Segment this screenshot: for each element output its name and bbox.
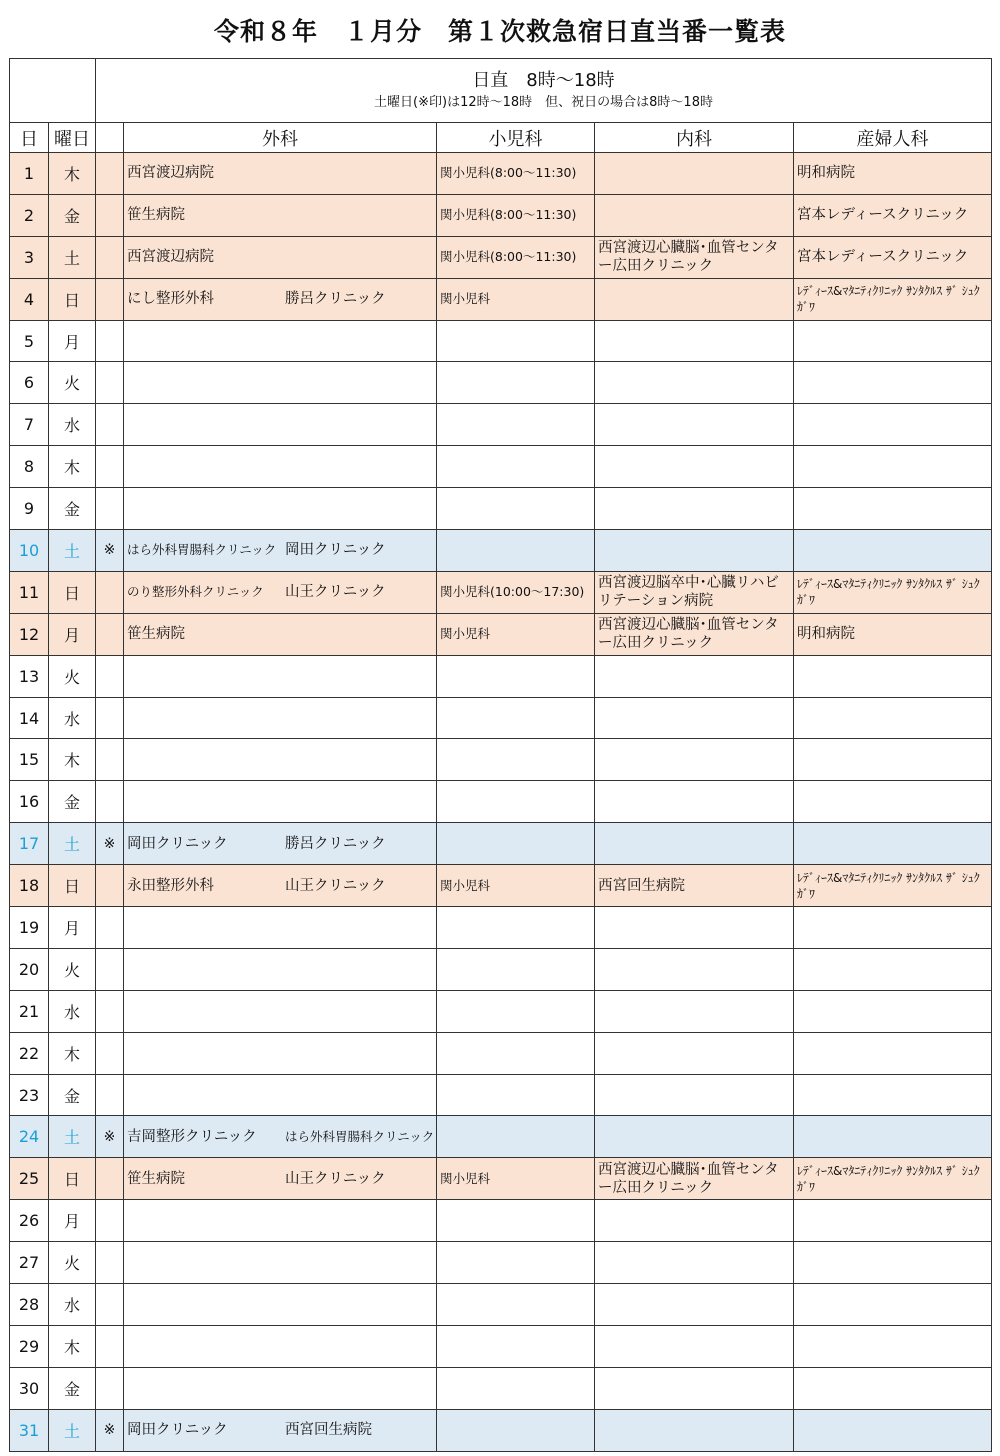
internal-cell (595, 823, 794, 865)
day-number: 3 (10, 236, 49, 278)
weekday: 木 (49, 446, 96, 488)
saturday-mark (96, 739, 124, 781)
obgyn-cell (794, 781, 992, 823)
internal-cell (595, 907, 794, 949)
weekday: 水 (49, 697, 96, 739)
pediatrics-cell (437, 1200, 595, 1242)
saturday-mark (96, 613, 124, 655)
day-number: 8 (10, 446, 49, 488)
surgery-cell (124, 446, 437, 488)
surgery-clinic-1: はら外科胃腸科クリニック (127, 542, 277, 558)
obgyn-cell (794, 739, 992, 781)
table-row (10, 948, 992, 990)
pediatrics-cell (437, 320, 595, 362)
internal-cell (595, 1367, 794, 1409)
day-number: 27 (10, 1242, 49, 1284)
table-row (10, 1074, 992, 1116)
internal-cell: 西宮渡辺心臓脳･血管センター広田クリニック (595, 236, 794, 278)
day-number: 17 (10, 823, 49, 865)
weekday: 木 (49, 153, 96, 195)
surgery-cell (124, 697, 437, 739)
pediatrics-cell: 関小児科 (437, 1158, 595, 1200)
obgyn-cell: ﾚﾃﾞｨｰｽ&ﾏﾀﾆﾃｨｸﾘﾆｯｸ ｻﾝﾀｸﾙｽ ｻﾞ ｼｭｸｶﾞﾜ (794, 1158, 992, 1200)
weekday: 土 (49, 236, 96, 278)
internal-cell: 西宮渡辺心臓脳･血管センター広田クリニック (595, 1158, 794, 1200)
surgery-cell (124, 865, 437, 907)
surgery-cell (124, 530, 437, 572)
pediatrics-cell (437, 1325, 595, 1367)
internal-cell (595, 1242, 794, 1284)
col-header-surgery: 外科 (124, 123, 437, 153)
surgery-cell (124, 990, 437, 1032)
duty-schedule-table (9, 58, 992, 1452)
pediatrics-cell (437, 1367, 595, 1409)
day-number: 24 (10, 1116, 49, 1158)
obgyn-cell (794, 1116, 992, 1158)
surgery-cell (124, 1409, 437, 1451)
surgery-cell (124, 404, 437, 446)
surgery-clinic-2: 岡田クリニック (285, 542, 386, 559)
surgery-cell (124, 739, 437, 781)
weekday: 日 (49, 865, 96, 907)
surgery-cell (124, 823, 437, 865)
surgery-clinic-1: 笹生病院 (127, 626, 185, 643)
day-number: 12 (10, 613, 49, 655)
obgyn-cell (794, 530, 992, 572)
surgery-clinic-1: 岡田クリニック (127, 835, 228, 852)
day-number: 28 (10, 1284, 49, 1326)
internal-cell (595, 697, 794, 739)
day-number: 29 (10, 1325, 49, 1367)
day-number: 16 (10, 781, 49, 823)
obgyn-cell (794, 1284, 992, 1326)
day-number: 2 (10, 194, 49, 236)
table-row (10, 320, 992, 362)
internal-cell: 西宮渡辺心臓脳･血管センター広田クリニック (595, 613, 794, 655)
obgyn-cell (794, 488, 992, 530)
pediatrics-cell: 関小児科(8:00～11:30) (437, 236, 595, 278)
surgery-clinic-1: 笹生病院 (127, 1170, 185, 1187)
surgery-cell (124, 194, 437, 236)
table-row (10, 613, 992, 655)
surgery-clinic-2: 山王クリニック (285, 584, 386, 601)
obgyn-cell (794, 907, 992, 949)
internal-cell (595, 446, 794, 488)
obgyn-cell (794, 655, 992, 697)
obgyn-cell: ﾚﾃﾞｨｰｽ&ﾏﾀﾆﾃｨｸﾘﾆｯｸ ｻﾝﾀｸﾙｽ ｻﾞ ｼｭｸｶﾞﾜ (794, 571, 992, 613)
saturday-mark: ※ (96, 1409, 124, 1451)
surgery-cell (124, 362, 437, 404)
internal-cell (595, 739, 794, 781)
saturday-mark (96, 865, 124, 907)
weekday: 火 (49, 655, 96, 697)
surgery-clinic-2: はら外科胃腸科クリニック (285, 1128, 435, 1144)
surgery-clinic-2: 山王クリニック (285, 1170, 386, 1187)
weekday: 月 (49, 613, 96, 655)
pediatrics-cell (437, 907, 595, 949)
surgery-cell (124, 781, 437, 823)
pediatrics-cell (437, 488, 595, 530)
saturday-mark (96, 948, 124, 990)
surgery-cell (124, 948, 437, 990)
surgery-clinic-2: 勝呂クリニック (285, 835, 386, 852)
weekday: 土 (49, 1409, 96, 1451)
header-row-columns (10, 123, 992, 153)
saturday-mark (96, 697, 124, 739)
pediatrics-cell (437, 404, 595, 446)
weekday: 土 (49, 1116, 96, 1158)
surgery-cell (124, 278, 437, 320)
surgery-cell (124, 1116, 437, 1158)
table-row (10, 362, 992, 404)
saturday-mark (96, 446, 124, 488)
internal-cell: 西宮回生病院 (595, 865, 794, 907)
table-row (10, 865, 992, 907)
table-row (10, 907, 992, 949)
pediatrics-cell (437, 1032, 595, 1074)
saturday-mark (96, 655, 124, 697)
pediatrics-cell (437, 781, 595, 823)
pediatrics-cell (437, 823, 595, 865)
surgery-cell (124, 488, 437, 530)
day-number: 22 (10, 1032, 49, 1074)
surgery-clinic-1: 岡田クリニック (127, 1422, 228, 1439)
surgery-clinic-1: 西宮渡辺病院 (127, 165, 214, 182)
weekday: 木 (49, 1325, 96, 1367)
obgyn-cell (794, 990, 992, 1032)
day-number: 21 (10, 990, 49, 1032)
table-row (10, 823, 992, 865)
surgery-cell (124, 1284, 437, 1326)
obgyn-cell: 明和病院 (794, 153, 992, 195)
pediatrics-cell (437, 655, 595, 697)
obgyn-cell: ﾚﾃﾞｨｰｽ&ﾏﾀﾆﾃｨｸﾘﾆｯｸ ｻﾝﾀｸﾙｽ ｻﾞ ｼｭｸｶﾞﾜ (794, 865, 992, 907)
day-number: 4 (10, 278, 49, 320)
pediatrics-cell (437, 1284, 595, 1326)
weekday: 月 (49, 907, 96, 949)
saturday-mark: ※ (96, 530, 124, 572)
surgery-cell (124, 320, 437, 362)
table-row (10, 1325, 992, 1367)
day-number: 20 (10, 948, 49, 990)
internal-cell: 西宮渡辺脳卒中･心臓リハビリテーション病院 (595, 571, 794, 613)
saturday-mark (96, 1032, 124, 1074)
pediatrics-cell (437, 1409, 595, 1451)
table-row (10, 1242, 992, 1284)
obgyn-cell (794, 948, 992, 990)
weekday: 火 (49, 1242, 96, 1284)
saturday-mark (96, 362, 124, 404)
table-row (10, 990, 992, 1032)
day-number: 26 (10, 1200, 49, 1242)
header-blank-cell (10, 59, 96, 123)
col-header-mark (96, 123, 124, 153)
saturday-mark (96, 194, 124, 236)
saturday-mark (96, 488, 124, 530)
table-row (10, 655, 992, 697)
day-number: 13 (10, 655, 49, 697)
pediatrics-cell (437, 446, 595, 488)
saturday-mark (96, 781, 124, 823)
saturday-mark (96, 907, 124, 949)
weekday: 木 (49, 1032, 96, 1074)
table-row (10, 404, 992, 446)
internal-cell (595, 781, 794, 823)
obgyn-cell (794, 446, 992, 488)
weekday: 水 (49, 404, 96, 446)
internal-cell (595, 1325, 794, 1367)
pediatrics-cell: 関小児科 (437, 278, 595, 320)
day-number: 5 (10, 320, 49, 362)
saturday-mark (96, 1284, 124, 1326)
internal-cell (595, 404, 794, 446)
surgery-clinic-1: にし整形外科 (127, 291, 214, 308)
internal-cell (595, 1074, 794, 1116)
weekday: 金 (49, 194, 96, 236)
obgyn-cell (794, 404, 992, 446)
internal-cell (595, 153, 794, 195)
saturday-mark: ※ (96, 1116, 124, 1158)
internal-cell (595, 362, 794, 404)
internal-cell (595, 1284, 794, 1326)
weekday: 日 (49, 571, 96, 613)
col-header-weekday: 曜日 (49, 123, 96, 153)
header-hours-line1: 日直 8時～18時 (472, 69, 615, 91)
surgery-clinic-1: 笹生病院 (127, 207, 185, 224)
pediatrics-cell (437, 697, 595, 739)
day-number: 23 (10, 1074, 49, 1116)
internal-cell (595, 488, 794, 530)
pediatrics-cell (437, 990, 595, 1032)
weekday: 日 (49, 1158, 96, 1200)
surgery-clinic-1: のり整形外科クリニック (127, 584, 264, 600)
day-number: 1 (10, 153, 49, 195)
saturday-mark (96, 1242, 124, 1284)
internal-cell (595, 194, 794, 236)
saturday-mark (96, 1325, 124, 1367)
table-row (10, 488, 992, 530)
weekday: 月 (49, 320, 96, 362)
weekday: 日 (49, 278, 96, 320)
day-number: 31 (10, 1409, 49, 1451)
pediatrics-cell: 関小児科 (437, 865, 595, 907)
pediatrics-cell (437, 1116, 595, 1158)
weekday: 月 (49, 1200, 96, 1242)
day-number: 9 (10, 488, 49, 530)
table-row (10, 278, 992, 320)
weekday: 火 (49, 948, 96, 990)
surgery-clinic-1: 西宮渡辺病院 (127, 249, 214, 266)
day-number: 30 (10, 1367, 49, 1409)
weekday: 金 (49, 1074, 96, 1116)
surgery-cell (124, 1325, 437, 1367)
obgyn-cell: 明和病院 (794, 613, 992, 655)
col-header-obgyn: 産婦人科 (794, 123, 992, 153)
internal-cell (595, 1409, 794, 1451)
day-number: 19 (10, 907, 49, 949)
weekday: 金 (49, 1367, 96, 1409)
internal-cell (595, 278, 794, 320)
saturday-mark (96, 236, 124, 278)
saturday-mark: ※ (96, 823, 124, 865)
obgyn-cell (794, 362, 992, 404)
day-number: 15 (10, 739, 49, 781)
pediatrics-cell: 関小児科(10:00～17:30) (437, 571, 595, 613)
table-row (10, 194, 992, 236)
day-number: 6 (10, 362, 49, 404)
saturday-mark (96, 990, 124, 1032)
header-hours-cell (96, 59, 992, 123)
surgery-cell (124, 1158, 437, 1200)
surgery-clinic-2: 勝呂クリニック (285, 291, 386, 308)
header-row-hours (10, 59, 992, 123)
obgyn-cell (794, 823, 992, 865)
saturday-mark (96, 404, 124, 446)
pediatrics-cell: 関小児科(8:00～11:30) (437, 194, 595, 236)
surgery-clinic-2: 山王クリニック (285, 877, 386, 894)
day-number: 7 (10, 404, 49, 446)
obgyn-cell (794, 697, 992, 739)
weekday: 金 (49, 488, 96, 530)
surgery-cell (124, 1367, 437, 1409)
obgyn-cell: 宮本レディースクリニック (794, 194, 992, 236)
surgery-clinic-1: 永田整形外科 (127, 877, 214, 894)
table-row (10, 697, 992, 739)
internal-cell (595, 1032, 794, 1074)
internal-cell (595, 1116, 794, 1158)
saturday-mark (96, 153, 124, 195)
obgyn-cell (794, 1409, 992, 1451)
surgery-clinic-1: 吉岡整形クリニック (127, 1128, 257, 1145)
pediatrics-cell: 関小児科(8:00～11:30) (437, 153, 595, 195)
internal-cell (595, 320, 794, 362)
table-row (10, 236, 992, 278)
table-row (10, 571, 992, 613)
saturday-mark (96, 1367, 124, 1409)
table-row (10, 1200, 992, 1242)
saturday-mark (96, 1200, 124, 1242)
table-row (10, 1032, 992, 1074)
obgyn-cell: ﾚﾃﾞｨｰｽ&ﾏﾀﾆﾃｨｸﾘﾆｯｸ ｻﾝﾀｸﾙｽ ｻﾞ ｼｭｸｶﾞﾜ (794, 278, 992, 320)
day-number: 10 (10, 530, 49, 572)
pediatrics-cell (437, 530, 595, 572)
obgyn-cell (794, 320, 992, 362)
col-header-day: 日 (10, 123, 49, 153)
surgery-cell (124, 907, 437, 949)
col-header-pediatrics: 小児科 (437, 123, 595, 153)
obgyn-cell (794, 1242, 992, 1284)
weekday: 土 (49, 823, 96, 865)
surgery-cell (124, 1032, 437, 1074)
surgery-cell (124, 153, 437, 195)
table-row (10, 1284, 992, 1326)
surgery-cell (124, 571, 437, 613)
obgyn-cell (794, 1367, 992, 1409)
internal-cell (595, 530, 794, 572)
saturday-mark (96, 1158, 124, 1200)
weekday: 木 (49, 739, 96, 781)
surgery-cell (124, 1200, 437, 1242)
obgyn-cell (794, 1200, 992, 1242)
surgery-cell (124, 655, 437, 697)
table-row (10, 781, 992, 823)
table-row (10, 1158, 992, 1200)
saturday-mark (96, 571, 124, 613)
surgery-clinic-2: 西宮回生病院 (285, 1422, 372, 1439)
pediatrics-cell (437, 739, 595, 781)
table-row (10, 446, 992, 488)
table-row (10, 1116, 992, 1158)
obgyn-cell: 宮本レディースクリニック (794, 236, 992, 278)
pediatrics-cell (437, 1074, 595, 1116)
internal-cell (595, 990, 794, 1032)
saturday-mark (96, 278, 124, 320)
internal-cell (595, 655, 794, 697)
obgyn-cell (794, 1032, 992, 1074)
obgyn-cell (794, 1325, 992, 1367)
weekday: 水 (49, 990, 96, 1032)
surgery-cell (124, 236, 437, 278)
pediatrics-cell (437, 362, 595, 404)
page-title: 令和８年 １月分 第１次救急宿日直当番一覧表 (213, 17, 786, 46)
header-hours-line2: 土曜日(※印)は12時～18時 但、祝日の場合は8時～18時 (374, 94, 713, 110)
weekday: 火 (49, 362, 96, 404)
internal-cell (595, 1200, 794, 1242)
table-row (10, 1409, 992, 1451)
surgery-cell (124, 1242, 437, 1284)
weekday: 金 (49, 781, 96, 823)
day-number: 25 (10, 1158, 49, 1200)
pediatrics-cell (437, 948, 595, 990)
saturday-mark (96, 1074, 124, 1116)
internal-cell (595, 948, 794, 990)
day-number: 11 (10, 571, 49, 613)
surgery-cell (124, 1074, 437, 1116)
table-row (10, 530, 992, 572)
obgyn-cell (794, 1074, 992, 1116)
table-row (10, 153, 992, 195)
day-number: 14 (10, 697, 49, 739)
weekday: 土 (49, 530, 96, 572)
saturday-mark (96, 320, 124, 362)
pediatrics-cell (437, 1242, 595, 1284)
day-number: 18 (10, 865, 49, 907)
table-row (10, 1367, 992, 1409)
table-row (10, 739, 992, 781)
surgery-cell (124, 613, 437, 655)
col-header-internal: 内科 (595, 123, 794, 153)
pediatrics-cell: 関小児科 (437, 613, 595, 655)
weekday: 水 (49, 1284, 96, 1326)
